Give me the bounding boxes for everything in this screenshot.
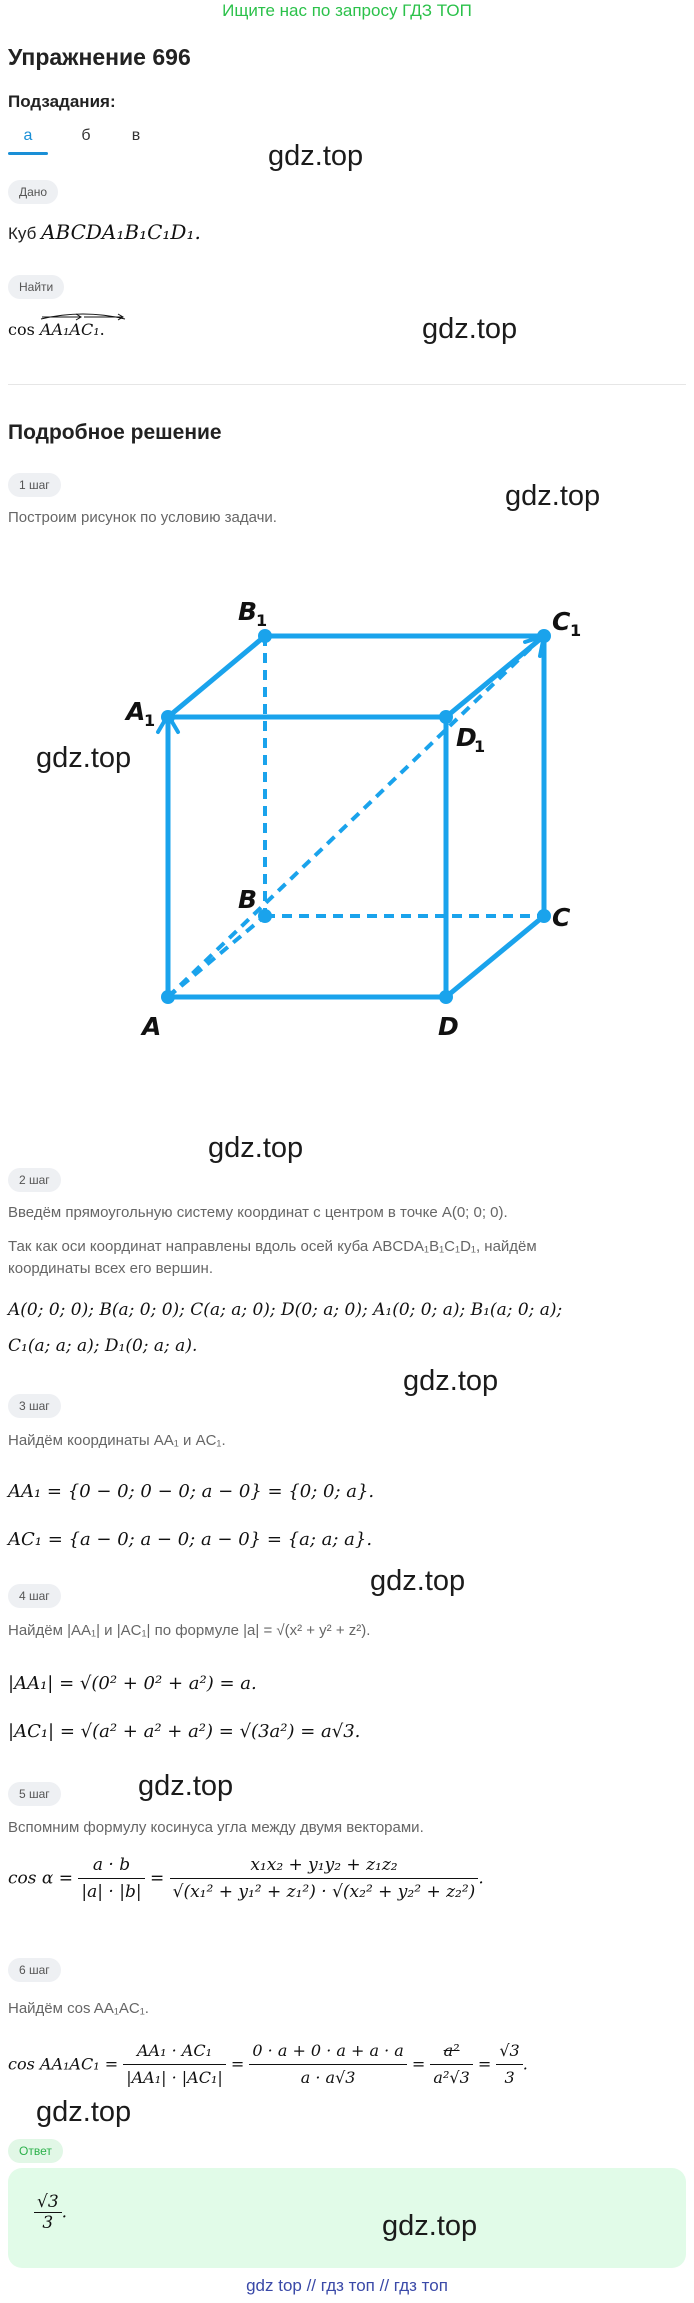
step-2-text1: Введём прямоугольную систему координат с центром в точке A(0; 0; 0).	[8, 1204, 508, 1221]
step-4-line-2: |AC₁| = √(a² + a² + a²) = √(3a²) = a√3.	[8, 1721, 361, 1742]
step-2-coords	[8, 1292, 686, 1364]
step-3-chip: 3 шаг	[8, 1394, 61, 1418]
diagonal-AC1	[168, 643, 536, 997]
coords-line-1: A(0; 0; 0); B(a; 0; 0); C(a; a; 0); D(0; a; 0); A₁(0; 0; a); B₁(a; 0; a);	[8, 1300, 563, 1320]
step-1-chip: 1 шаг	[8, 473, 61, 497]
cube-figure	[0, 560, 694, 1060]
step-4-lines	[8, 1660, 360, 1756]
watermark: gdz.top	[36, 742, 132, 774]
step-6-formula: cos AA₁AC₁ = $\frac{\text{AA₁ · AC₁}}{\text{|AA₁| · |AC₁|}}$ = $\frac{0 \cdot a + 0 \cdot a + a \cdot a}{a \cdot a√3}$ = $\frac{\text{a²}}{\text{a²√3}}$ = $\frac{√3}{3}$ .	[8, 2038, 528, 2091]
given-prefix: Куб	[8, 224, 42, 243]
cos-frac-vectors: $\frac{a \cdot b}{|a| \cdot |b|}$	[78, 1852, 144, 1905]
step-2-chip: 2 шаг	[8, 1168, 61, 1192]
step-6-text: Найдём cos AA₁AC₁.	[8, 2000, 149, 2017]
step-5-chip: 5 шаг	[8, 1782, 61, 1806]
watermark: gdz.top	[36, 2096, 132, 2128]
cube-name: ABCDA₁B₁C₁D₁.	[41, 220, 201, 244]
label-A: A	[142, 1012, 162, 1041]
answer-box	[8, 2168, 686, 2268]
label-D1-sub: 1	[474, 737, 486, 756]
active-tab-indicator	[8, 152, 48, 155]
answer-value: $\frac{√3}{3}$ .	[34, 2192, 67, 2233]
step-3-lines	[8, 1468, 374, 1564]
step-3-line-1: AA₁ = {0 − 0; 0 − 0; a − 0} = {0; 0; a}.	[8, 1481, 375, 1502]
step-2-text2: Так как оси координат направлены вдоль осей куба ABCDA₁B₁C₁D₁, найдём координаты всех его вершин.	[8, 1238, 537, 1277]
find-expr: cos AA₁AC₁.	[8, 318, 105, 342]
step-5-text: Вспомним формулу косинуса угла между двумя векторами.	[8, 1819, 424, 1836]
watermark: gdz.top	[370, 1565, 466, 1597]
step-3-text: Найдём координаты AA₁ и AC₁.	[8, 1432, 226, 1449]
step6-frac-2: $\frac{0 \cdot a + 0 \cdot a + a \cdot a}{a \cdot a√3}$	[249, 2038, 406, 2091]
page-title: Упражнение 696	[8, 44, 191, 70]
tab-b[interactable]: б	[81, 127, 91, 144]
find-vector-pair: AA₁AC₁	[40, 318, 100, 342]
find-chip: Найти	[8, 275, 64, 299]
label-C1: C	[552, 607, 571, 636]
given-chip: Дано	[8, 180, 58, 204]
divider	[8, 384, 686, 385]
find-cos: cos	[8, 320, 40, 339]
step-3-line-2: AC₁ = {a − 0; a − 0; a − 0} = {a; a; a}.	[8, 1529, 373, 1550]
tab-v[interactable]: в	[131, 127, 141, 144]
step6-frac-1: $\frac{\text{AA₁ · AC₁}}{\text{|AA₁| · |AC₁|}}$	[123, 2038, 226, 2091]
step6-frac-4: $\frac{√3}{3}$	[496, 2038, 522, 2091]
label-B1-sub: 1	[256, 611, 268, 630]
watermark: gdz.top	[403, 1365, 499, 1397]
edge-A1B1	[168, 636, 265, 717]
watermark: gdz.top	[382, 2210, 478, 2242]
overarrow-icon	[40, 310, 126, 322]
watermark: gdz.top	[208, 1132, 304, 1164]
label-A1: A	[126, 697, 146, 726]
footer-links[interactable]: gdz top // гдз топ // гдз топ	[246, 2276, 448, 2295]
label-C: C	[552, 903, 571, 932]
tab-a[interactable]: а	[23, 127, 33, 144]
coords-line-2: C₁(a; a; a); D₁(0; a; a).	[8, 1336, 198, 1356]
label-D: D	[438, 1012, 459, 1041]
answer-chip: Ответ	[8, 2139, 63, 2163]
step-5-formula: cos α = $\frac{a \cdot b}{|a| \cdot |b|}$ = $\frac{\text{x₁x₂ + y₁y₂ + z₁z₂}}{\text{√(x₁² + y₁² + z₁²) · √(x₂² + y₂² + z₂²)}}$ .	[8, 1852, 484, 1905]
given-text	[8, 218, 201, 248]
label-D1: D	[456, 723, 477, 752]
step-1-text: Построим рисунок по условию задачи.	[8, 509, 277, 526]
edge-DC	[446, 916, 544, 997]
solution-title: Подробное решение	[8, 421, 222, 444]
watermark: gdz.top	[505, 480, 601, 512]
label-A1-sub: 1	[144, 711, 156, 730]
label-B1: B	[238, 597, 258, 626]
watermark: gdz.top	[138, 1770, 234, 1802]
step-6-chip: 6 шаг	[8, 1958, 61, 1982]
step-4-line-1: |AA₁| = √(0² + 0² + a²) = a.	[8, 1673, 257, 1694]
label-B: B	[238, 885, 258, 914]
cos-frac-coords: $\frac{\text{x₁x₂ + y₁y₂ + z₁z₂}}{\text{√(x₁² + y₁² + z₁²) · √(x₂² + y₂² + z₂²)}}$	[170, 1852, 479, 1905]
label-C1-sub: 1	[570, 621, 582, 640]
step-4-chip: 4 шаг	[8, 1584, 61, 1608]
watermark: gdz.top	[422, 313, 518, 345]
top-banner[interactable]: Ищите нас по запросу ГДЗ ТОП	[222, 1, 472, 20]
step-4-text: Найдём |AA₁| и |AC₁| по формуле |a| = √(x² + y² + z²).	[8, 1622, 371, 1639]
step6-frac-3: $\frac{\text{a²}}{\text{a²√3}}$	[430, 2038, 472, 2091]
watermark: gdz.top	[268, 140, 364, 172]
subtasks-label: Подзадания:	[8, 92, 116, 111]
